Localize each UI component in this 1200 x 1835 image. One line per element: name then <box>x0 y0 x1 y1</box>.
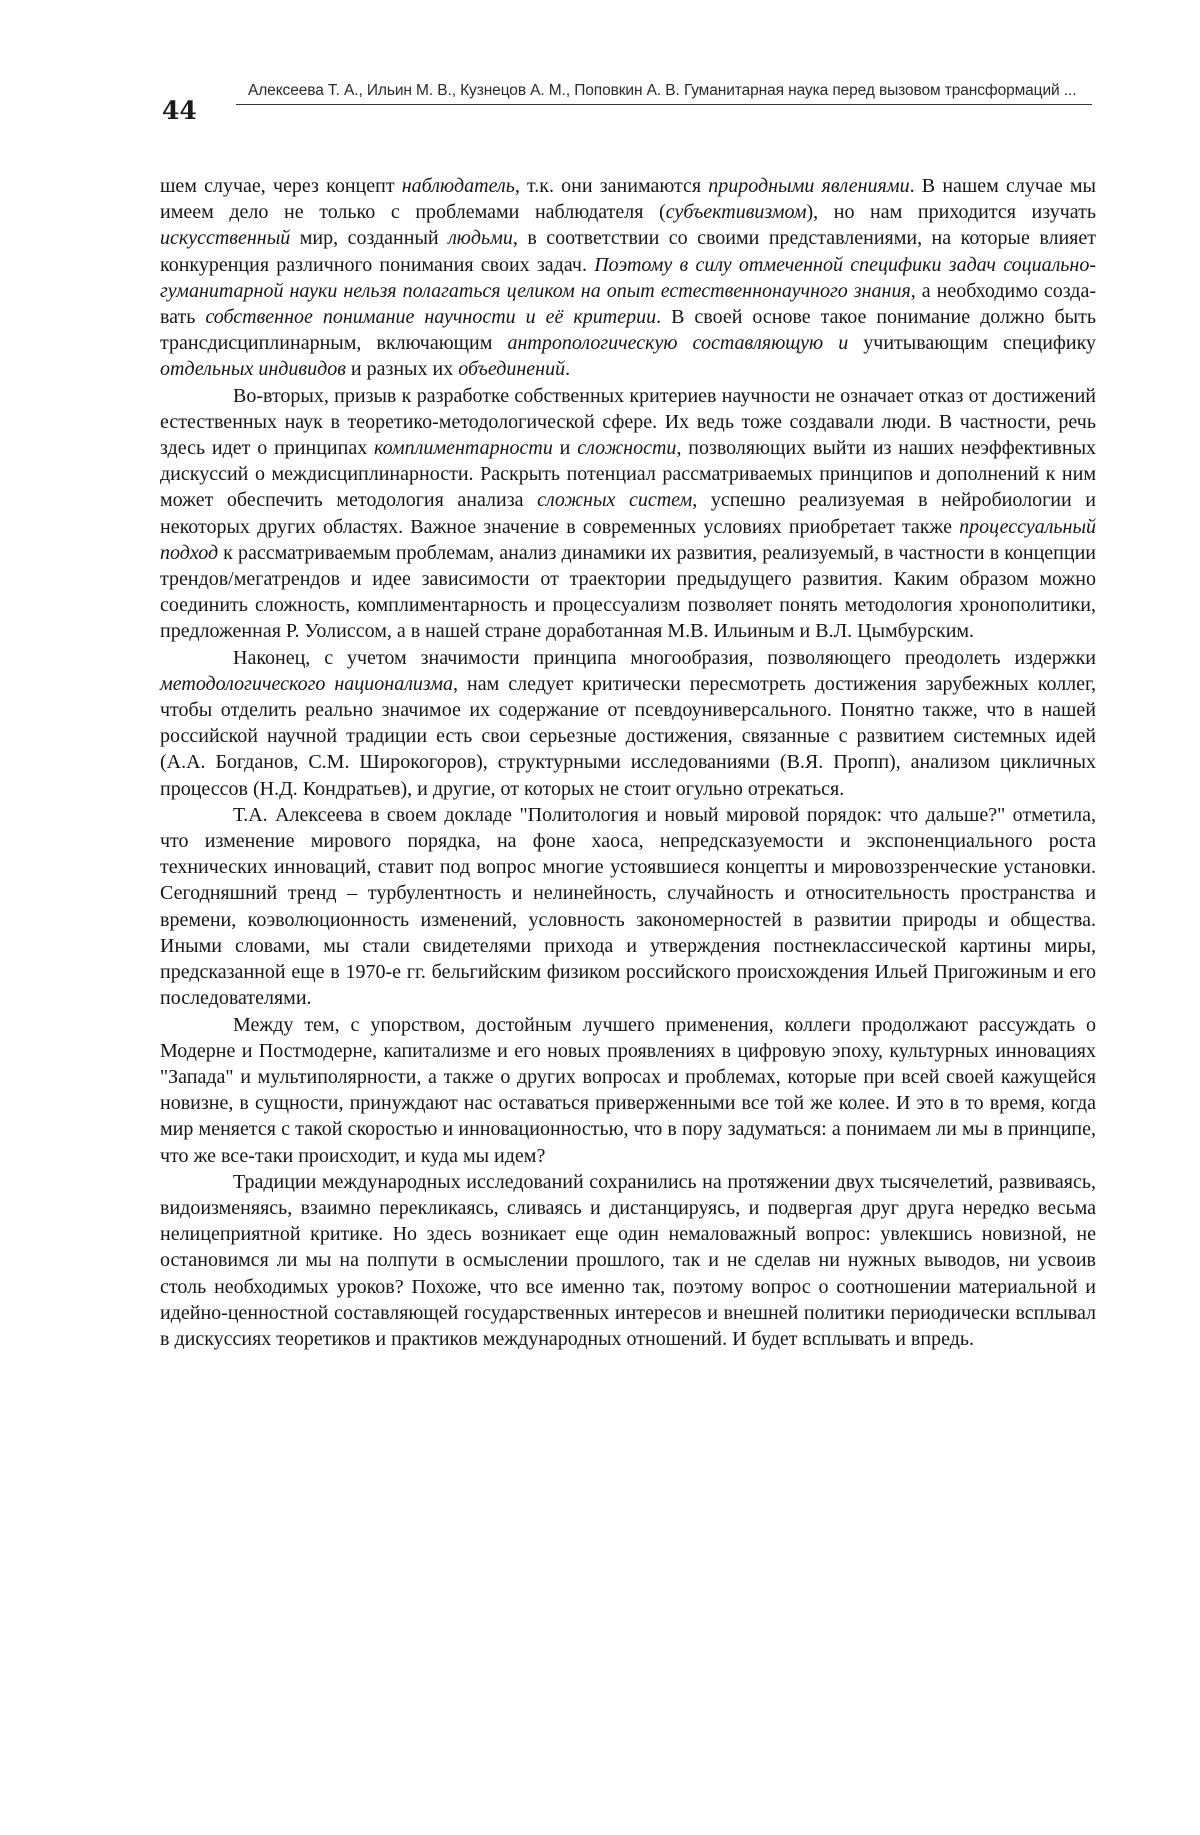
text-run: ), но нам приходится изучать <box>806 201 1096 223</box>
text-run: . В нашем случае мы имеем дело не только с проблемами наблю­дателя ( <box>160 175 1096 223</box>
paragraph-1 <box>160 173 1096 383</box>
text-run: учитывающим специфику <box>848 332 1096 354</box>
text-run: , успешно реализуемая в нейробиологии и некоторых других областях. Важное значение в современных условиях приоб­ретает также <box>160 489 1096 537</box>
text-run: Между тем, с упорством, достойным лучшего применения, коллеги про­должают рассуждать о Модерне и Постмодерне, капитализме и его новых проявлениях в цифровую эпоху, культурных инновациях "Запада" и мульти­полярности, а также о других вопросах и проблемах, которые при всей своей кажущейся новизне, в сущности, принуждают нас оставаться приверженны­ми все той же колее. И это в то время, когда мир меняется с такой скоростью и инновационностью, что в пору задуматься: а понимаем ли мы в принципе, что же все-таки происходит, и куда мы идем? <box>160 1014 1096 1167</box>
italic-run: антропологи­ческую составляющую и <box>507 332 848 354</box>
italic-run: субъективизмом <box>666 201 807 223</box>
text-run: . <box>565 358 570 380</box>
italic-run: отдельных индивидов <box>160 358 346 380</box>
paragraph-4 <box>160 802 1096 1012</box>
text-run: Традиции международных исследований сохранились на протяжении двух тысячелетий, развиваясь, видоизменяясь, взаимно перекликаясь, слива­ясь и дистанцируясь, и подвергая друг друга нередко весьма нелицеприятной критике. Но здесь возникает еще один немаловажный вопрос: увлекшись но­визной, не остановимся ли мы на полпути в осмыслении прошлого, так и не сделав ни нужных выводов, ни усвоив столь необходимых уроков? Похоже, что все именно так, поэтому вопрос о соотношении материальной и идейно-цен­ностной составляющей государственных интересов и внешней политики пе­риодически всплывал в дискуссиях теоретиков и практиков международных отношений. И будет всплывать и впредь. <box>160 1171 1096 1350</box>
text-run: , нам следует крити­чески пересмотреть достижения зарубежных коллег, чтобы отделить реально значимое их содержание от псевдоуниверсального. Понятно также, что в на­шей российской научной традиции есть свои серьезные достижения, связан­ные с развитием системных идей (А.А. Богданов, С.М. Широкогоров), струк­турными исследованиями (В.Я. Пропп), анализом цикличных процессов (Н.Д. Кондратьев), и другие, от которых не стоит огульно отрекаться. <box>160 673 1096 800</box>
text-run: , в соответствии со своими представлениями, на которые влияет конкуренция различного понимания своих задач. <box>160 227 1096 275</box>
paragraph-3 <box>160 645 1096 802</box>
text-run: и <box>553 437 577 459</box>
italic-run: искусственный <box>160 227 290 249</box>
italic-run: сложности <box>577 437 676 459</box>
italic-run: комплиментарности <box>374 437 553 459</box>
body-text <box>160 173 1096 1352</box>
italic-run: наблюдатель <box>402 175 515 197</box>
italic-run: объединений <box>458 358 565 380</box>
text-run: шем случае, через концепт <box>160 175 402 197</box>
italic-run: людьми <box>448 227 513 249</box>
italic-run: методологического национализма <box>160 673 453 695</box>
text-run: Наконец, с учетом значимости принципа многообразия, позволяющего преодолеть издержки <box>233 647 1096 669</box>
paragraph-6 <box>160 1169 1096 1352</box>
italic-run: процессуальный подход <box>160 516 1096 564</box>
paragraph-5 <box>160 1012 1096 1169</box>
text-run: и разных их <box>346 358 458 380</box>
italic-run: собственное понимание научности и её критерии <box>205 306 656 328</box>
document-page <box>0 0 1200 1835</box>
text-run: Во-вторых, призыв к разработке собственных критериев научности не означает отказ от достижений естественных наук в теоретико-методологи­ческой сфере. Их ведь тоже создавали люди. В частности, речь здесь идет о принципах <box>160 385 1096 459</box>
paragraph-2 <box>160 383 1096 645</box>
italic-run: природными явлениями <box>708 175 909 197</box>
text-run: а необходимо созда­вать <box>160 280 1096 328</box>
italic-run: Поэтому в силу отмеченной специфики задач социально-гуманитарной науки нельзя пола­гаться целиком на опыт естественнонаучного знания, <box>160 254 1096 302</box>
text-run: . В своей основе такое понимание должно быть трансдисциплинарным, включающим <box>160 306 1096 354</box>
header-rule <box>236 104 1092 105</box>
italic-run: сложных систем <box>537 489 692 511</box>
text-run: мир, созданный <box>290 227 448 249</box>
text-run: , позволяющих выйти из на­ших неэффективных дискуссий о междисциплинарности. Раскрыть потенци­ал рассматриваемых принципов и дополнений к ним может обеспечить мето­дология анализа <box>160 437 1096 511</box>
running-header: Алексеева Т. А., Ильин М. В., Кузнецов А. М., Поповкин А. В. Гуманитарная наука перед вызовом трансформаций ... <box>248 82 1088 100</box>
text-run: , т.к. они занимаются <box>515 175 708 197</box>
text-run: Т.А. Алексеева в своем докладе "Политология и новый мировой поря­док: что дальше?" отметила, что изменение мирового порядка, на фоне ха­оса, непредсказуемости и экспоненциального роста технических инноваций, ставит под вопрос многие устоявшиеся концепты и мировоззренческие уста­новки. Сегодняшний тренд – турбулентность и нелинейность, случайность и относительность пространства и времени, коэволюционность изменений, ус­ловность закономерностей в развитии природы и общества. Иными словами, мы стали свидетелями прихода и утверждения постнеклассической картины миры, предсказанной еще в 1970-е гг. бельгийским физиком российского про­исхождения Ильей Пригожиным и его последователями. <box>160 804 1096 1009</box>
text-run: к рассматриваемым проблемам, анализ динамики их развития, реализуемый, в частности в концепции трендов/ме­гатрендов и идее зависимости от траектории предыдущего развития. Каким образом можно соединить сложность, комплиментарность и процессуализм позволяет понять методология хронополитики, предложенная Р. Уолиссом, а в нашей стране доработанная М.В. Ильиным и В.Л. Цымбурским. <box>160 542 1096 643</box>
page-number: 44 <box>162 96 197 125</box>
